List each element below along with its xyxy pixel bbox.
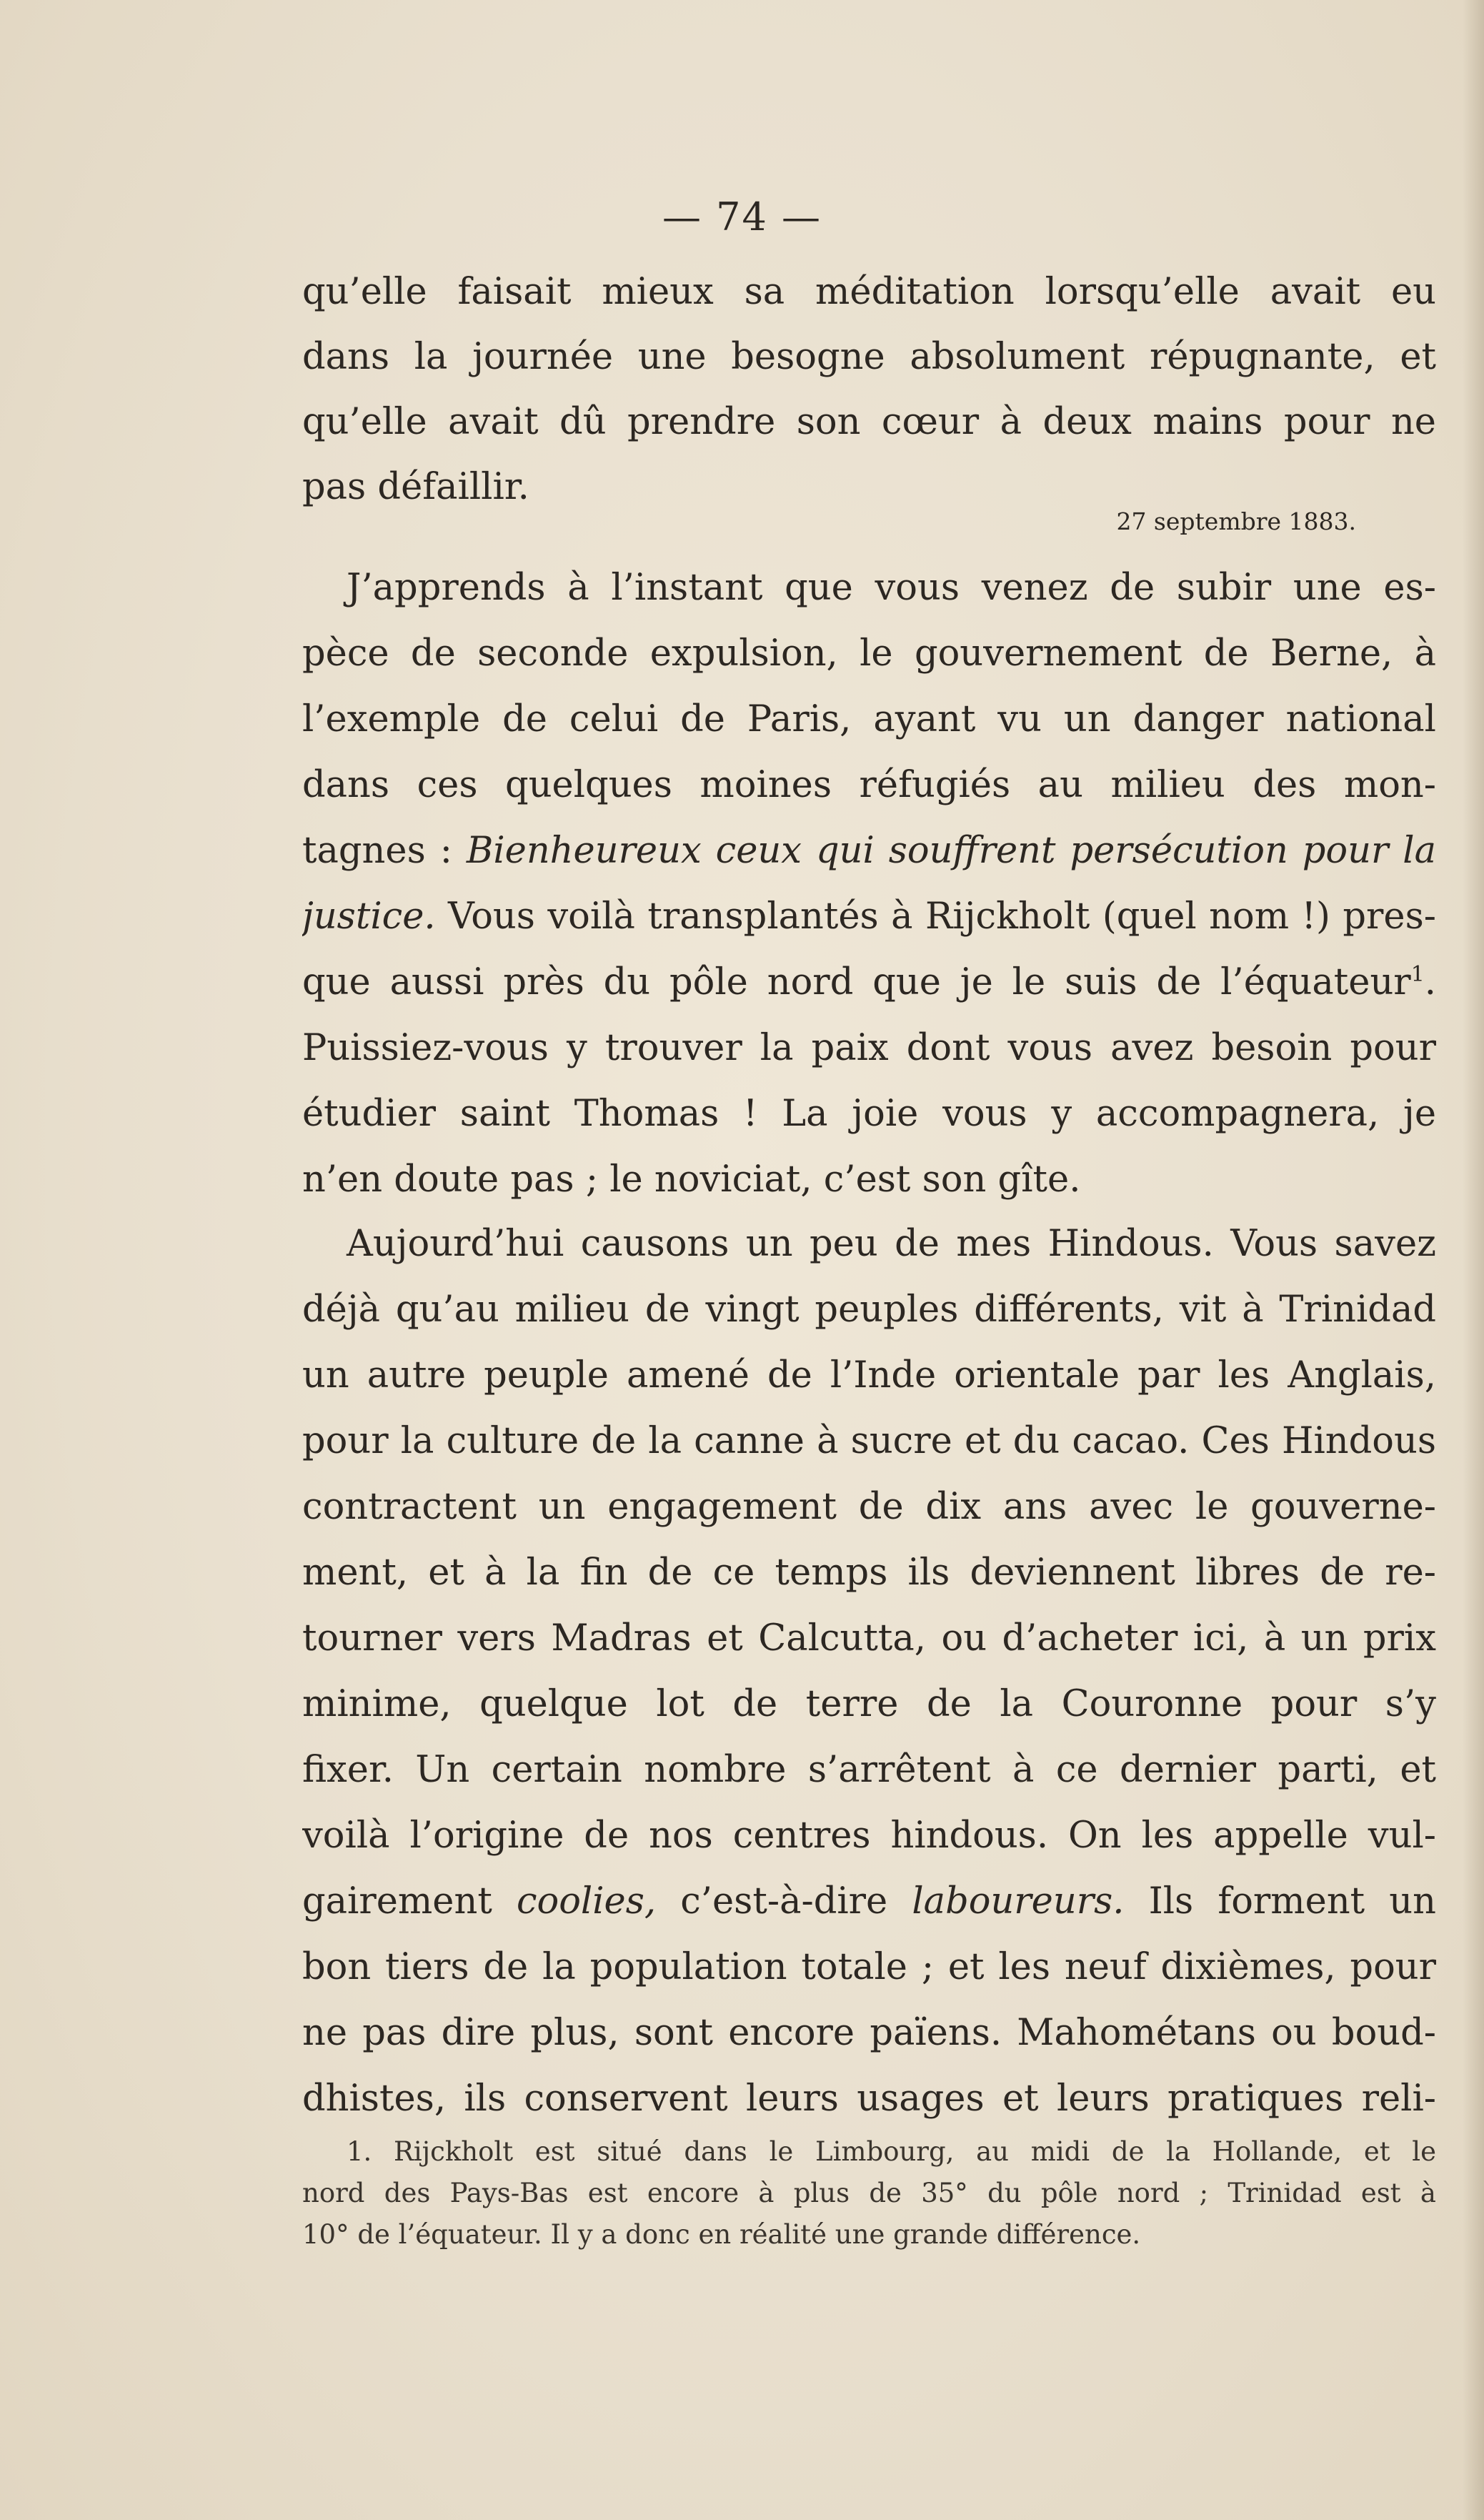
text-line: déjà qu’au milieu de vingt peuples différents, vit à Trinidad: [302, 1289, 1436, 1331]
text-span: Ils forment un: [1124, 1880, 1436, 1923]
footnote-line: nord des Pays-Bas est encore à plus de 35° du pôle nord ; Trinidad est à: [302, 2178, 1436, 2208]
text-line: pour la culture de la canne à sucre et du cacao. Ces Hindous: [302, 1420, 1436, 1462]
text-line: [302, 1870, 1436, 1934]
text-line: ne pas dire plus, sont encore païens. Mahométans ou boud-: [302, 2012, 1436, 2054]
text-line: fixer. Un certain nombre s’arrêtent à ce dernier parti, et: [302, 1749, 1436, 1791]
text-line: J’apprends à l’instant que vous venez de subir une es-: [347, 567, 1436, 609]
italic-quote: Bienheureux ceux qui souffrent persécution pour la: [466, 830, 1436, 872]
text-line: qu’elle faisait mieux sa méditation lorsqu’elle avait eu: [302, 271, 1436, 313]
text-span: gairement: [302, 1880, 517, 1923]
text-line: bon tiers de la population totale ; et les neuf dixièmes, pour: [302, 1946, 1436, 1988]
text-span: Vous voilà transplantés à Rijckholt (quel nom !) pres-: [435, 896, 1436, 938]
text-line: pèce de seconde expulsion, le gouvernement de Berne, à: [302, 633, 1436, 675]
text-line: voilà l’origine de nos centres hindous. On les appelle vul-: [302, 1815, 1436, 1857]
text-line: pas défaillir.: [302, 466, 529, 508]
page-edge-shadow: [1463, 0, 1484, 2520]
dateline: 27 septembre 1883.: [1116, 507, 1356, 535]
page-number: — 74 —: [662, 194, 822, 239]
text-line: [302, 951, 1436, 1015]
text-line: [302, 819, 1436, 883]
text-line: qu’elle avait dû prendre son cœur à deux mains pour ne: [302, 401, 1436, 443]
text-line: ment, et à la fin de ce temps ils deviennent libres de re-: [302, 1552, 1436, 1594]
text-line: un autre peuple amené de l’Inde orientale par les Anglais,: [302, 1354, 1436, 1397]
text-line: Puissiez-vous y trouver la paix dont vous avez besoin pour: [302, 1027, 1436, 1069]
text-line: contractent un engagement de dix ans avec le gouverne-: [302, 1486, 1436, 1528]
text-line: n’en doute pas ; le noviciat, c’est son gîte.: [302, 1159, 1081, 1201]
italic-quote: justice.: [302, 896, 436, 938]
text-line: [302, 885, 1436, 949]
text-span: que aussi près du pôle nord que je le suis de l’équateur: [302, 961, 1411, 1003]
text-line: étudier saint Thomas ! La joie vous y accompagnera, je: [302, 1093, 1436, 1135]
text-line: dans la journée une besogne absolument répugnante, et: [302, 336, 1436, 378]
text-line: dhistes, ils conservent leurs usages et leurs pratiques reli-: [302, 2078, 1436, 2120]
footnote-marker: 1: [1410, 962, 1425, 987]
text-line: l’exemple de celui de Paris, ayant vu un danger national: [302, 698, 1436, 740]
text-line: tourner vers Madras et Calcutta, ou d’acheter ici, à un prix: [302, 1617, 1436, 1660]
text-span: tagnes :: [302, 830, 467, 872]
text-line: dans ces quelques moines réfugiés au milieu des mon-: [302, 764, 1436, 806]
text-span: c’est-à-dire: [656, 1880, 912, 1923]
text-line: Aujourd’hui causons un peu de mes Hindous. Vous savez: [347, 1223, 1436, 1265]
text-line: minime, quelque lot de terre de la Couronne pour s’y: [302, 1683, 1436, 1725]
italic-term: coolies,: [516, 1880, 657, 1923]
dateline-block: [302, 500, 1436, 543]
italic-term: laboureurs.: [912, 1880, 1125, 1923]
footnote-line: 10° de l’équateur. Il y a donc en réalité une grande différence.: [302, 2219, 1141, 2250]
text-span: .: [1424, 961, 1436, 1003]
footnote-line: 1. Rijckholt est situé dans le Limbourg, au midi de la Hollande, et le: [347, 2136, 1436, 2167]
